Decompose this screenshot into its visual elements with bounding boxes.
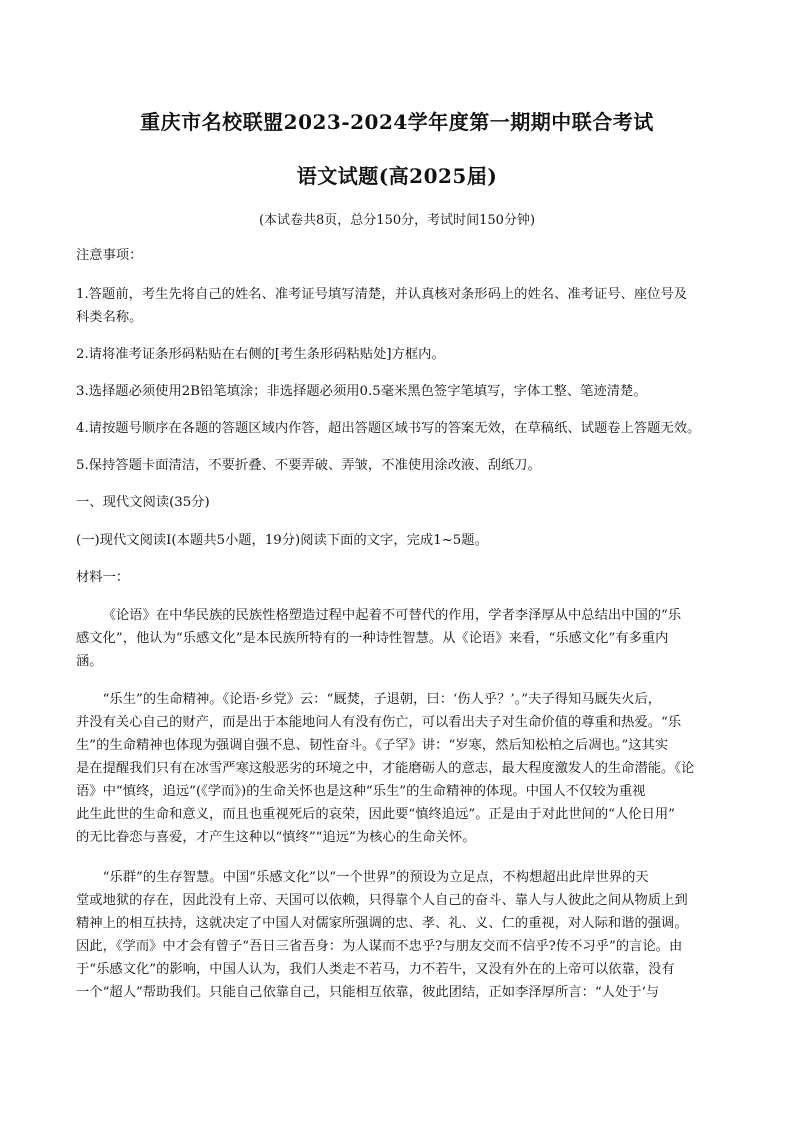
paragraph-line: “乐群”的生存智慧。中国“乐感文化”以“一个世界”的预设为立足点，不构想超出此岸世界的天 (102, 870, 649, 885)
paragraph-line: 涵。 (76, 654, 103, 669)
note-item-4: 4.请按题号顺序在各题的答题区域内作答，超出答题区域书写的答案无效，在草稿纸、试题卷上答题无效。 (76, 421, 701, 436)
note-item-1-line-1: 1.答题前，考生先将自己的姓名、准考证号填写清楚，并认真核对条形码上的姓名、准考证号、座位号及 (76, 287, 688, 302)
exam-subtitle: 语文试题(高2025届) (296, 164, 498, 188)
paragraph-line: “乐生”的生命精神。《论语·乡党》云：“厩焚，子退朝，曰：‘伤人乎？’。”夫子得知马厩失火后， (102, 692, 662, 707)
paragraph-line: 语》中“慎终，追远”(《学而》)的生命关怀也是这种“乐生”的生命精神的体现。中国人不仅较为重视 (76, 784, 646, 799)
paragraph (76, 604, 724, 673)
note-item-5: 5.保持答题卡面清洁，不要折叠、不要弄破、弄皱，不准使用涂改液、刮纸刀。 (76, 458, 541, 473)
paragraph-line: 堂或地狱的存在，因此没有上帝、天国可以依赖，只得靠个人自己的奋斗、靠人与人彼此之间从物质上到 (76, 893, 688, 908)
paragraph-line: 此生此世的生命和意义，而且也重视死后的哀荣，因此要“慎终追远”。正是由于对此世间的“人伦日用” (76, 807, 675, 822)
paragraph-line: 生”的生命精神也体现为强调自强不息、韧性奋斗。《子罕》讲：“岁寒，然后知松柏之后凋也。”这其实 (76, 738, 669, 753)
paragraph-line: 是在提醒我们只有在冰雪严寒这般恶劣的环境之中，才能磨砺人的意志，最大程度激发人的生命潜能。《论 (76, 761, 695, 776)
paragraph-line: 一个“超人”帮助我们。只能自己依靠自己，只能相互依靠，彼此团结，正如李泽厚所言：“人处于‘与 (76, 985, 660, 1000)
exam-info: (本试卷共8页，总分150分，考试时间150分钟) (258, 213, 536, 228)
paragraph-line: 《论语》在中华民族的民族性格塑造过程中起着不可替代的作用，学者李泽厚从中总结出中国的“乐 (102, 608, 682, 623)
part-instruction: (一)现代文阅读I(本题共5小题，19分)阅读下面的文字，完成1~5题。 (76, 533, 488, 548)
paragraph-line: 感文化”，他认为“乐感文化”是本民族所特有的一种诗性智慧。从《论语》来看，“乐感文化”有多重内 (76, 631, 669, 646)
paragraph-line: 因此，《学而》中才会有曾子“吾日三省吾身：为人谋而不忠乎?与朋友交而不信乎?传不习乎”的言论。由 (76, 939, 683, 954)
note-item-1-line-2: 科类名称。 (76, 310, 143, 325)
notes-heading: 注意事项： (76, 248, 143, 263)
section-heading: 一、现代文阅读(35分) (76, 495, 210, 510)
paragraph-line: 精神上的相互扶持，这就决定了中国人对儒家所强调的忠、孝、礼、义、仁的重视，对人际和谐的强调。 (76, 916, 688, 931)
exam-title: 重庆市名校联盟2023-2024学年度第一期期中联合考试 (140, 110, 654, 134)
note-item-2: 2.请将准考证条形码粘贴在右侧的[考生条形码粘贴处]方框内。 (76, 347, 445, 362)
paragraph-line: 的无比眷恋与喜爱，才产生这种以“慎终”“追远”为核心的生命关怀。 (76, 830, 476, 845)
paragraph (76, 688, 724, 849)
paragraph-line: 并没有关心自己的财产，而是出于本能地问人有没有伤亡，可以看出夫子对生命价值的尊重和热爱。“乐 (76, 715, 682, 730)
paragraph (76, 866, 724, 1004)
material-label: 材料一： (76, 570, 130, 585)
note-item-3: 3.选择题必须使用2B铅笔填涂；非选择题必须用0.5毫米黑色签字笔填写，字体工整、笔迹清楚。 (76, 384, 647, 399)
paragraph-line: 于“乐感文化”的影响，中国人认为，我们人类走不若马，力不若牛，又没有外在的上帝可以依靠，没有 (76, 962, 675, 977)
